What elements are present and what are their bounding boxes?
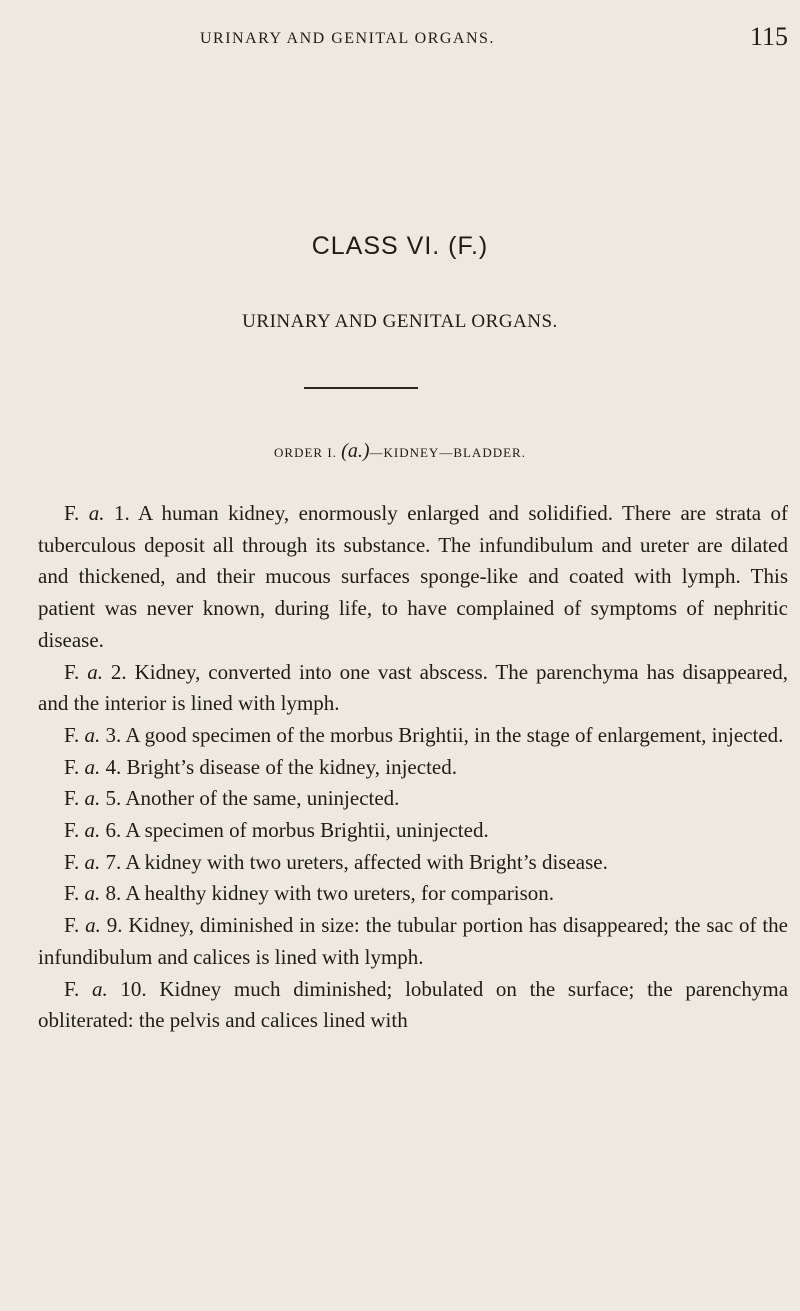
order-prefix: ORDER I. xyxy=(274,445,337,460)
catalogue-entries xyxy=(38,498,788,1037)
entry-2: F. a. 2. Kidney, converted into one vast abscess. The parenchyma has disappeared, and the interior is lined with lymph. xyxy=(38,659,789,716)
entry-4: F. a. 4. Bright’s disease of the kidney, injected. xyxy=(64,754,457,779)
entry-5: F. a. 5. Another of the same, uninjected. xyxy=(64,786,400,811)
entry-1: F. a. 1. A human kidney, enormously enlarged and solidified. There are strata of tuberculous deposit all through its substance. The infundibulum and ureter are dilated and thickened, and their mucous surfaces sponge-like and coated with lymph. This patient was never known, during life, to have complained of symptoms of nephritic disease. xyxy=(38,501,789,652)
order-suffix: —KIDNEY—BLADDER. xyxy=(369,445,526,460)
entry-10: F. a. 10. Kidney much diminished; lobulated on the surface; the parenchyma obliterated: the pelvis and calices lined with xyxy=(38,976,789,1033)
running-header: URINARY AND GENITAL ORGANS. xyxy=(200,30,495,47)
section-title: URINARY AND GENITAL ORGANS. xyxy=(242,311,558,332)
entry-6: F. a. 6. A specimen of morbus Brightii, uninjected. xyxy=(64,818,489,843)
order-heading xyxy=(0,440,800,463)
entry-9: F. a. 9. Kidney, diminished in size: the tubular portion has disappeared; the sac of the infundibulum and calices is lined with lymph. xyxy=(38,913,788,969)
order-letter: (a.) xyxy=(341,440,370,462)
entry-7: F. a. 7. A kidney with two ureters, affected with Bright’s disease. xyxy=(64,849,608,874)
class-title: CLASS VI. (F.) xyxy=(311,232,489,260)
entry-3: F. a. 3. A good specimen of the morbus Brightii, in the stage of enlargement, injected. xyxy=(64,722,784,747)
page-number: 115 xyxy=(750,22,789,51)
section-divider xyxy=(304,387,418,389)
entry-8: F. a. 8. A healthy kidney with two ureters, for comparison. xyxy=(64,881,554,906)
